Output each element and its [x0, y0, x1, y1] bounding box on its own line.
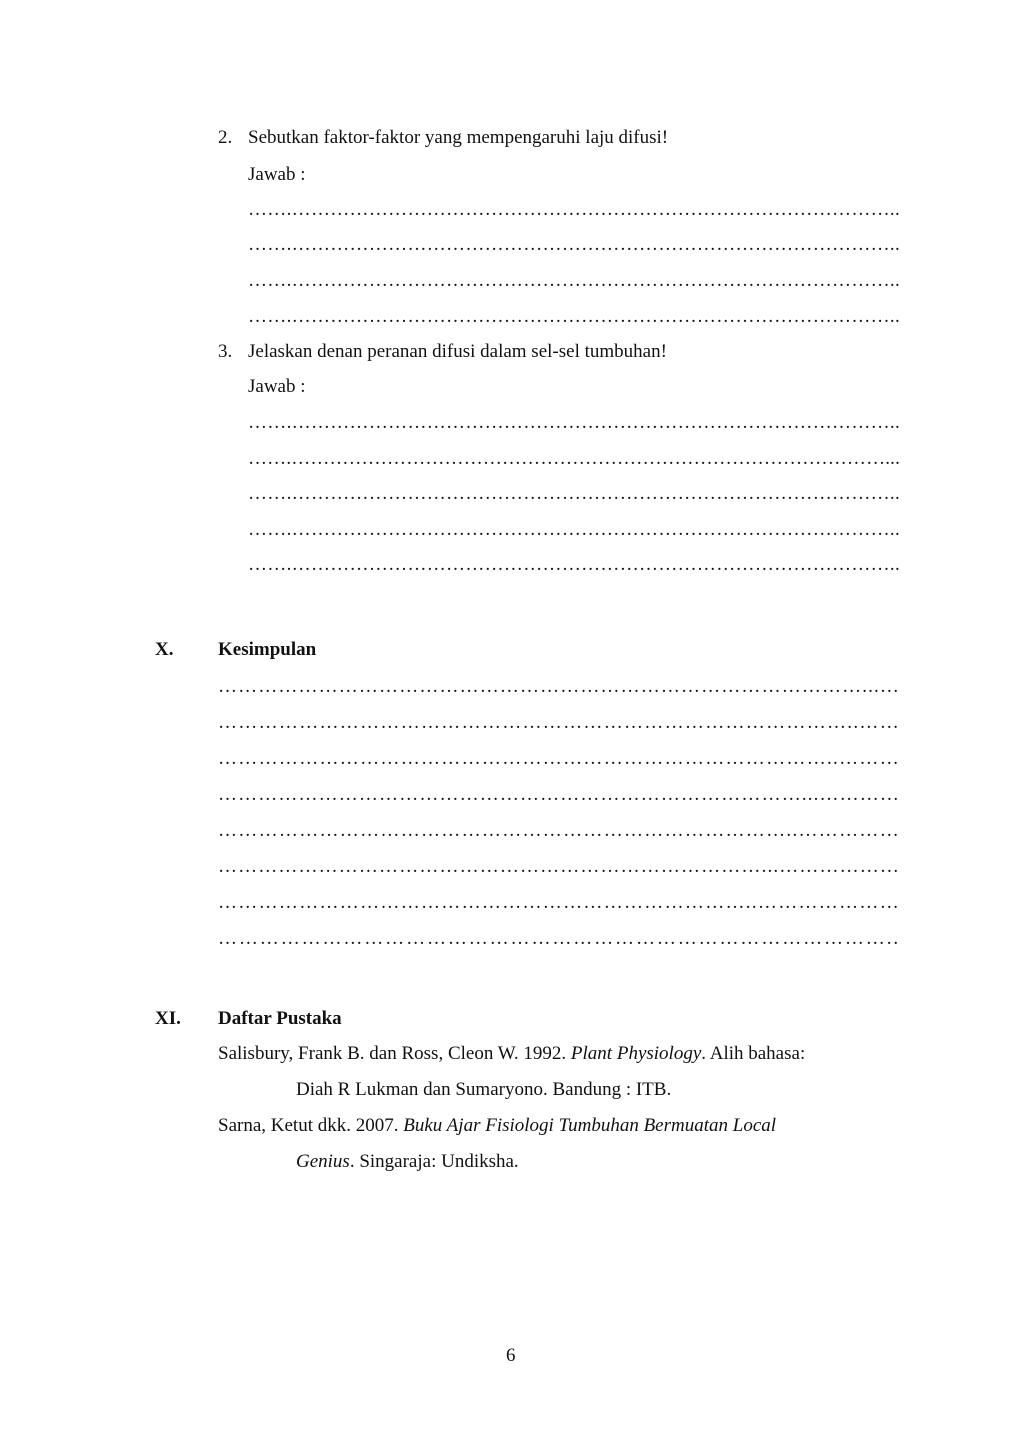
kesimpulan-line: ……………………………………………………………………………………...…	[218, 676, 901, 697]
reference-2-title: Buku Ajar Fisiologi Tumbuhan Bermuatan Local	[403, 1115, 777, 1136]
reference-1-title: Plant Physiology	[570, 1043, 702, 1064]
page-number: 6	[506, 1345, 516, 1366]
reference-2-authors: Sarna, Ketut dkk. 2007.	[218, 1115, 404, 1136]
reference-1-translation-note: . Alih bahasa:	[701, 1043, 806, 1064]
question-3-text: Jelaskan denan peranan difusi dalam sel-sel tumbuhan!	[248, 341, 667, 362]
question-3-answer-line: …….…………………………………………………………………………………...	[248, 448, 900, 469]
question-3-number: 3.	[218, 341, 233, 362]
question-3-answer-line: …….…………………………………………………………………………………..	[248, 483, 901, 504]
kesimpulan-line: ………………………………………………………………………...………………	[218, 856, 901, 877]
section-kesimpulan-title: Kesimpulan	[218, 639, 317, 660]
question-3-answer-line: …….…………………………………………………………………………………..	[248, 554, 901, 575]
reference-1-authors: Salisbury, Frank B. dan Ross, Cleon W. 1992.	[218, 1043, 571, 1064]
section-xi-number: XI.	[155, 1008, 181, 1029]
kesimpulan-line: ………………………………………………………………………………..………	[218, 748, 900, 769]
section-x-number: X.	[155, 639, 174, 660]
reference-1-line-2	[296, 1080, 671, 1099]
reference-1-publisher: Diah R Lukman dan Sumaryono. Bandung : ITB.	[296, 1079, 672, 1100]
reference-2-line-1	[218, 1116, 776, 1135]
kesimpulan-line: …………………………………………………………………………..……………	[218, 820, 900, 841]
kesimpulan-line: ……………………………………………………………………………...…………	[218, 784, 901, 805]
question-2-answer-line: …….…………………………………………………………………………………..	[248, 306, 901, 327]
question-3-answer-line: …….…………………………………………………………………………………..	[248, 519, 901, 540]
question-2-answer-line: …….…………………………………………………………………………………..	[248, 234, 901, 255]
question-3-answer-label: Jawab :	[248, 376, 306, 397]
reference-1-line-1	[218, 1044, 805, 1063]
question-2-answer-label: Jawab :	[248, 164, 306, 185]
reference-2-publisher: . Singaraja: Undiksha.	[349, 1151, 519, 1172]
kesimpulan-line: ……………………………………………………………………………………..	[218, 928, 900, 949]
section-daftar-pustaka-title: Daftar Pustaka	[218, 1008, 342, 1029]
question-3-answer-line: …….…………………………………………………………………………………..	[248, 412, 901, 433]
kesimpulan-line: …………………………………………………………………………………..……	[218, 712, 900, 733]
reference-2-line-2	[296, 1152, 519, 1171]
question-2-text: Sebutkan faktor-faktor yang mempengaruhi laju difusi!	[248, 127, 669, 148]
kesimpulan-line: ……………………………………………………………………..…………………	[218, 892, 900, 913]
question-2-number: 2.	[218, 127, 233, 148]
reference-2-title-cont: Genius	[296, 1151, 350, 1172]
question-2-answer-line: …….…………………………………………………………………………………..	[248, 270, 901, 291]
question-2-answer-line: …….…………………………………………………………………………………..	[248, 199, 901, 220]
